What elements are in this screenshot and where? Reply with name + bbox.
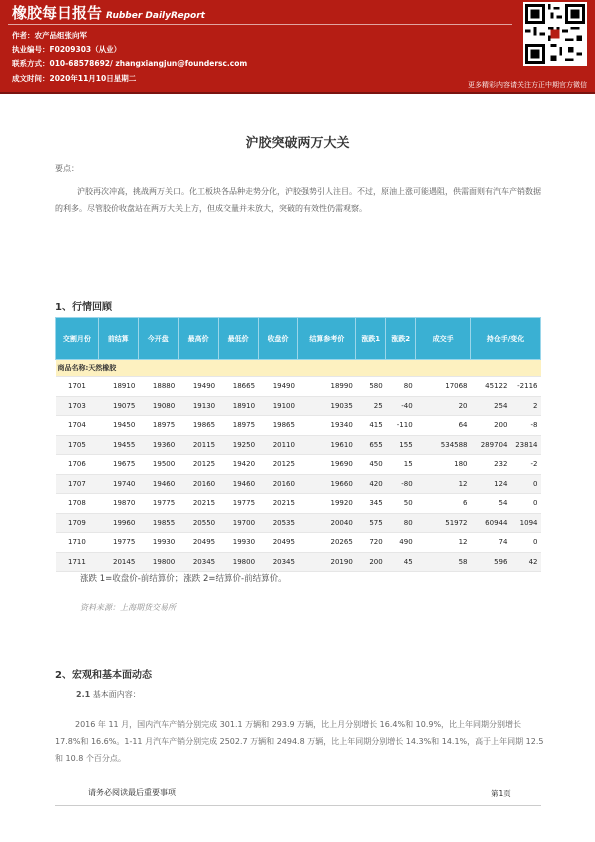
table-cell: 19610 [298,435,356,455]
table-cell: 18910 [218,396,258,416]
table-cell: 1707 [56,474,99,494]
table-cell: -2116 [510,377,540,397]
table-cell: 254 [471,396,511,416]
table-cell: 1701 [56,377,99,397]
table-cell: 19855 [138,513,178,533]
table-cell: -2 [510,455,540,475]
col-header: 最低价 [218,318,258,360]
qr-code [523,2,587,66]
col-header: 前结算 [98,318,138,360]
table-cell: 1704 [56,416,99,436]
table-cell: 19775 [218,494,258,514]
table-cell: 23814 [510,435,540,455]
summary-label: 要点： [55,164,79,173]
table-cell: 1711 [56,552,99,572]
table-cell: 19675 [98,455,138,475]
table-row [56,377,541,397]
category-row [56,360,541,377]
table-cell: 19080 [138,396,178,416]
table-note: 涨跌 1=收盘价-前结算价；涨跌 2=结算价-前结算价。 [80,574,287,584]
table-cell: 64 [416,416,471,436]
table-cell: 54 [471,494,511,514]
table-cell: 12 [416,533,471,553]
table-cell: 19490 [178,377,218,397]
table-cell: 1709 [56,513,99,533]
table-cell: 2 [510,396,540,416]
table-cell: 18975 [138,416,178,436]
col-header: 成交手 [416,318,471,360]
footer-disclaimer: 请务必阅读最后重要事项 [88,788,176,797]
table-cell: 19035 [298,396,356,416]
col-header: 持仓手/变化 [471,318,541,360]
license-line: 执业编号：F0209303（从业） [12,45,122,54]
table-cell: 20115 [178,435,218,455]
table-cell: 42 [510,552,540,572]
col-header: 交割月份 [56,318,99,360]
table-cell: 19870 [98,494,138,514]
table-cell: 80 [386,513,416,533]
section-1-heading: 1、行情回顾 [55,302,112,313]
table-row [56,494,541,514]
table-cell: 415 [356,416,386,436]
table-cell: 20040 [298,513,356,533]
table-cell: 180 [416,455,471,475]
follow-notice: 更多精彩内容请关注方正中期官方微信 [468,81,587,89]
table-cell: 80 [386,377,416,397]
subsection-label: 基本面内容： [92,690,141,699]
table-cell: -8 [510,416,540,436]
page-number: 第1页 [491,789,511,798]
table-header-row [56,318,541,360]
subsection-number: 2.1 [76,690,91,699]
table-cell: 25 [356,396,386,416]
table-cell: 20215 [258,494,298,514]
table-cell: 596 [471,552,511,572]
fundamentals-text: 2016 年 11 月，国内汽车产销分别完成 301.1 万辆和 293.9 万辆，比上月分别增长 16.4%和 10.9%，比上年同期分别增长 17.8%和 16.6%。1-11 月汽车产销分别完成 2502.7 万辆和 2494.8 万辆，比上年同期分别增长 14.3%和 14.1%，高于上年同期 12.5 和 10.8 个百分点。 [55,720,544,763]
table-cell: 124 [471,474,511,494]
table-cell: 19740 [98,474,138,494]
header-bottom-rule [0,92,595,94]
table-cell: 19460 [138,474,178,494]
subsection-heading [76,689,141,700]
table-cell: 20160 [178,474,218,494]
table-cell: 17068 [416,377,471,397]
table-cell: 19500 [138,455,178,475]
contact-line: 联系方式：010-68578692/ zhangxiangjun@foundersc.com [12,59,248,68]
report-title-en: Rubber DailyReport [106,11,205,21]
table-cell: 19360 [138,435,178,455]
table-cell: 19775 [98,533,138,553]
report-title [12,2,205,23]
table-cell: -40 [386,396,416,416]
section-2-heading: 2、宏观和基本面动态 [55,670,152,681]
table-row [56,416,541,436]
table-cell: 1705 [56,435,99,455]
table-cell: 19660 [298,474,356,494]
table-cell: 19420 [218,455,258,475]
table-cell: 18990 [298,377,356,397]
table-row [56,455,541,475]
table-cell: 20495 [178,533,218,553]
table-cell: 19930 [218,533,258,553]
table-cell: 20190 [298,552,356,572]
table-cell: 19960 [98,513,138,533]
table-cell: 490 [386,533,416,553]
col-header: 最高价 [178,318,218,360]
table-cell: 20550 [178,513,218,533]
table-cell: 74 [471,533,511,553]
data-source: 资料来源：上海期货交易所 [80,603,176,612]
table-cell: 18975 [218,416,258,436]
report-title-cn: 橡胶每日报告 [12,4,103,22]
col-header: 结算参考价 [298,318,356,360]
table-cell: 18665 [218,377,258,397]
table-cell: 19800 [138,552,178,572]
table-cell: 19490 [258,377,298,397]
table-cell: 655 [356,435,386,455]
table-cell: 232 [471,455,511,475]
table-cell: 18910 [98,377,138,397]
table-cell: 0 [510,533,540,553]
table-row [56,552,541,572]
table-cell: 20125 [258,455,298,475]
table-cell: 20345 [258,552,298,572]
table-cell: 20535 [258,513,298,533]
table-cell: 19800 [218,552,258,572]
table-cell: 1710 [56,533,99,553]
market-table [55,317,541,572]
table-cell: 20265 [298,533,356,553]
table-row [56,474,541,494]
table-cell: 60944 [471,513,511,533]
table-cell: 155 [386,435,416,455]
table-cell: 580 [356,377,386,397]
col-header: 涨跌1 [356,318,386,360]
header-divider [8,24,512,25]
table-cell: 19075 [98,396,138,416]
table-cell: 6 [416,494,471,514]
summary-text: 沪胶再次冲高，挑战两万关口。化工板块各品种走势分化，沪胶强势引人注目。不过，原油上涨可能遇阻，供需面则有汽车产销数据的利多。尽管胶价收盘站在两万大关上方，但成交量并未放大，突破的有效性仍需观察。 [55,187,541,213]
table-cell: 19865 [258,416,298,436]
table-cell: 18880 [138,377,178,397]
date-line: 成文时间：2020年11月10日星期二 [12,74,137,83]
table-cell: 19930 [138,533,178,553]
table-cell: 20145 [98,552,138,572]
table-cell: 50 [386,494,416,514]
table-cell: 20160 [258,474,298,494]
qr-code-icon [525,4,585,64]
table-cell: 0 [510,474,540,494]
table-cell: 420 [356,474,386,494]
table-row [56,396,541,416]
table-cell: 58 [416,552,471,572]
table-cell: 45122 [471,377,511,397]
table-cell: 20 [416,396,471,416]
category-label: 商品名称:天然橡胶 [56,360,541,377]
table-cell: 19700 [218,513,258,533]
table-cell: 19865 [178,416,218,436]
table-cell: 19775 [138,494,178,514]
footer-rule [55,805,541,806]
table-cell: 20110 [258,435,298,455]
table-cell: 12 [416,474,471,494]
table-cell: 345 [356,494,386,514]
table-cell: 51972 [416,513,471,533]
table-cell: 19100 [258,396,298,416]
table-cell: 0 [510,494,540,514]
table-cell: 19920 [298,494,356,514]
table-cell: 45 [386,552,416,572]
col-header: 今开盘 [138,318,178,360]
table-cell: 19460 [218,474,258,494]
table-row [56,533,541,553]
table-cell: 534588 [416,435,471,455]
document-title: 沪胶突破两万大关 [245,136,350,151]
table-cell: 1703 [56,396,99,416]
table-cell: 289704 [471,435,511,455]
table-cell: 20345 [178,552,218,572]
table-cell: 19130 [178,396,218,416]
table-row [56,435,541,455]
table-cell: 20495 [258,533,298,553]
table-cell: 1706 [56,455,99,475]
col-header: 收盘价 [258,318,298,360]
table-cell: 19250 [218,435,258,455]
table-cell: 19340 [298,416,356,436]
table-cell: 19450 [98,416,138,436]
table-cell: -110 [386,416,416,436]
table-cell: 720 [356,533,386,553]
table-cell: 575 [356,513,386,533]
table-cell: 200 [471,416,511,436]
table-cell: 20215 [178,494,218,514]
col-header: 涨跌2 [386,318,416,360]
table-cell: 450 [356,455,386,475]
table-cell: 15 [386,455,416,475]
table-cell: 1094 [510,513,540,533]
table-cell: -80 [386,474,416,494]
table-cell: 20125 [178,455,218,475]
table-cell: 1708 [56,494,99,514]
table-cell: 19690 [298,455,356,475]
table-row [56,513,541,533]
report-header [0,0,595,92]
table-cell: 200 [356,552,386,572]
author-line: 作者：农产品组张向军 [12,31,87,40]
table-cell: 19455 [98,435,138,455]
